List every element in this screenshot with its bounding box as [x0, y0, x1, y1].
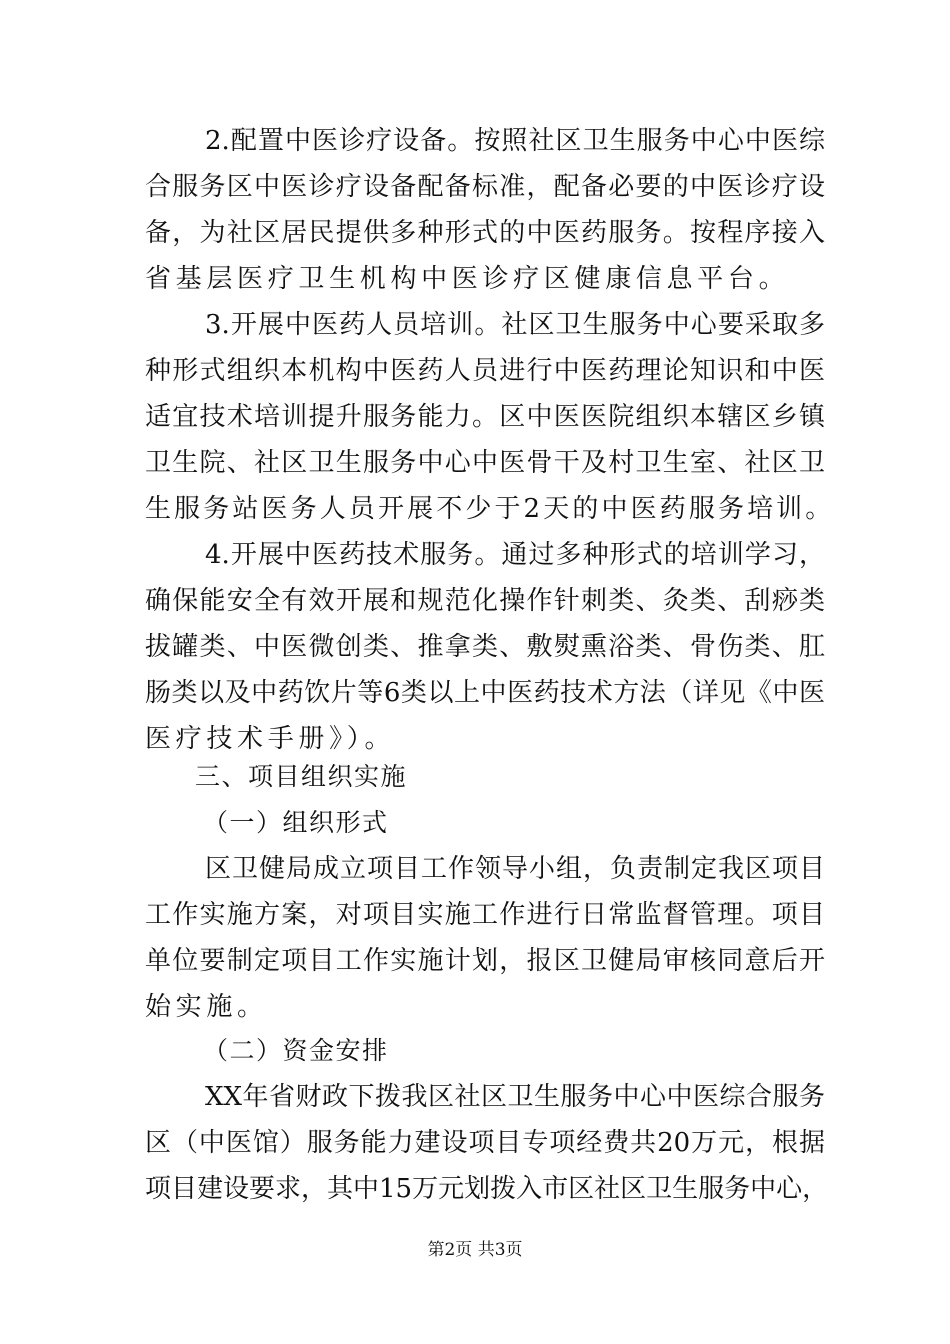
paragraph-line: 肠类以及中药饮片等6类以上中医药技术方法（详见《中医 [145, 678, 825, 708]
paragraph-line: 拔罐类、中医微创类、推拿类、敷熨熏浴类、骨伤类、肛 [145, 632, 825, 662]
paragraph-line: 区（中医馆）服务能力建设项目专项经费共20万元，根据 [145, 1128, 825, 1158]
paragraph-line: 备，为社区居民提供多种形式的中医药服务。按程序接入 [145, 218, 825, 248]
paragraph-line: XX年省财政下拨我区社区卫生服务中心中医综合服务 [205, 1082, 825, 1112]
paragraph-line: 合服务区中医诊疗设备配备标准，配备必要的中医诊疗设 [145, 172, 825, 202]
subsection-heading: （二）资金安排 [203, 1036, 389, 1065]
paragraph-line: 种形式组织本机构中医药人员进行中医药理论知识和中医 [145, 356, 825, 386]
paragraph-line: 项目建设要求，其中15万元划拨入市区社区卫生服务中心， [145, 1174, 829, 1204]
subsection-heading: （一）组织形式 [203, 808, 389, 837]
paragraph-line: 3.开展中医药人员培训。社区卫生服务中心要采取多 [205, 310, 825, 340]
paragraph-line: 始实施。 [145, 992, 268, 1022]
paragraph-line: 区卫健局成立项目工作领导小组，负责制定我区项目 [205, 854, 825, 884]
paragraph-line: 工作实施方案，对项目实施工作进行日常监督管理。项目 [145, 900, 825, 930]
paragraph-line: 医疗技术手册》）。 [145, 724, 396, 754]
paragraph-line: 4.开展中医药技术服务。通过多种形式的培训学习， [205, 540, 825, 570]
paragraph-line: 2.配置中医诊疗设备。按照社区卫生服务中心中医综 [205, 126, 825, 156]
page-number-footer: 第2页 共3页 [427, 1240, 523, 1260]
paragraph-line: 适宜技术培训提升服务能力。区中医医院组织本辖区乡镇 [145, 402, 825, 432]
paragraph-line: 确保能安全有效开展和规范化操作针刺类、灸类、刮痧类 [145, 586, 825, 616]
paragraph-line: 单位要制定项目工作实施计划，报区卫健局审核同意后开 [145, 946, 825, 976]
paragraph-line: 省基层医疗卫生机构中医诊疗区健康信息平台。 [145, 264, 790, 294]
paragraph-line: 生服务站医务人员开展不少于2天的中医药服务培训。 [145, 494, 835, 524]
section-heading: 三、项目组织实施 [195, 762, 408, 791]
paragraph-line: 卫生院、社区卫生服务中心中医骨干及村卫生室、社区卫 [145, 448, 825, 478]
